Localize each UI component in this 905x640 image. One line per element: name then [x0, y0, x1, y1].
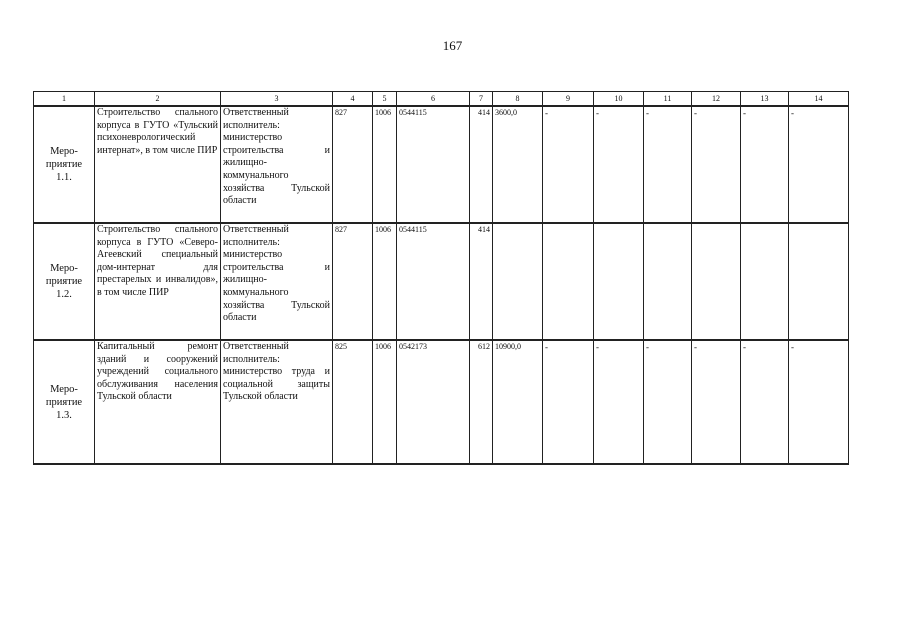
cell-expense-type: 612 — [470, 340, 493, 464]
column-header: 3 — [221, 92, 333, 107]
cell-value: - — [543, 106, 594, 223]
column-header: 7 — [470, 92, 493, 107]
cell-expense-type: 414 — [470, 223, 493, 340]
column-header: 11 — [644, 92, 692, 107]
event-executor: Ответственный исполнитель: министерство строительства и жилищно-коммунального хозяйства Тульской области — [221, 106, 333, 223]
cell-target-article: 0544115 — [397, 106, 470, 223]
cell-value: - — [692, 106, 741, 223]
cell-expense-type: 414 — [470, 106, 493, 223]
event-name: Строительство спального корпуса в ГУТО «Северо-Агеевский специальный дом-интернат для престарелых и инвалидов», в том числе ПИР — [95, 223, 221, 340]
cell-section: 1006 — [373, 223, 397, 340]
event-executor: Ответственный исполнитель: министерство строительства и жилищно-коммунального хозяйства Тульской области — [221, 223, 333, 340]
column-header: 2 — [95, 92, 221, 107]
cell-value — [644, 223, 692, 340]
event-name: Строительство спального корпуса в ГУТО «Тульский психоневрологический интернат», в том числе ПИР — [95, 106, 221, 223]
cell-value: - — [789, 340, 849, 464]
column-header: 5 — [373, 92, 397, 107]
column-header: 1 — [34, 92, 95, 107]
column-header: 10 — [594, 92, 644, 107]
cell-target-article: 0544115 — [397, 223, 470, 340]
event-label: Меро- приятие 1.1. — [34, 106, 95, 223]
cell-value: - — [543, 340, 594, 464]
cell-amount: 10900,0 — [493, 340, 543, 464]
cell-grbs: 827 — [333, 223, 373, 340]
cell-value — [789, 223, 849, 340]
event-executor: Ответственный исполнитель: министерство труда и социальной защиты Тульской области — [221, 340, 333, 464]
column-header: 4 — [333, 92, 373, 107]
cell-target-article: 0542173 — [397, 340, 470, 464]
cell-grbs: 825 — [333, 340, 373, 464]
event-name: Капитальный ремонт зданий и сооружений учреждений социального обслуживания населения Тульской области — [95, 340, 221, 464]
cell-value — [543, 223, 594, 340]
cell-value: - — [741, 340, 789, 464]
column-number-row — [34, 92, 849, 107]
cell-value: - — [594, 106, 644, 223]
cell-value: - — [594, 340, 644, 464]
cell-value — [692, 223, 741, 340]
program-measures-table — [33, 91, 849, 465]
cell-value: - — [644, 106, 692, 223]
cell-section: 1006 — [373, 340, 397, 464]
cell-amount — [493, 223, 543, 340]
cell-value — [741, 223, 789, 340]
cell-value: - — [741, 106, 789, 223]
cell-value: - — [644, 340, 692, 464]
page-number: 167 — [442, 38, 463, 53]
column-header: 6 — [397, 92, 470, 107]
column-header: 13 — [741, 92, 789, 107]
cell-grbs: 827 — [333, 106, 373, 223]
event-label: Меро- приятие 1.3. — [34, 340, 95, 464]
table-row — [34, 106, 849, 223]
cell-value — [594, 223, 644, 340]
table-row — [34, 340, 849, 464]
column-header: 14 — [789, 92, 849, 107]
cell-amount: 3600,0 — [493, 106, 543, 223]
column-header: 8 — [493, 92, 543, 107]
cell-value: - — [789, 106, 849, 223]
cell-value: - — [692, 340, 741, 464]
column-header: 12 — [692, 92, 741, 107]
column-header: 9 — [543, 92, 594, 107]
table-row — [34, 223, 849, 340]
cell-section: 1006 — [373, 106, 397, 223]
event-label: Меро- приятие 1.2. — [34, 223, 95, 340]
